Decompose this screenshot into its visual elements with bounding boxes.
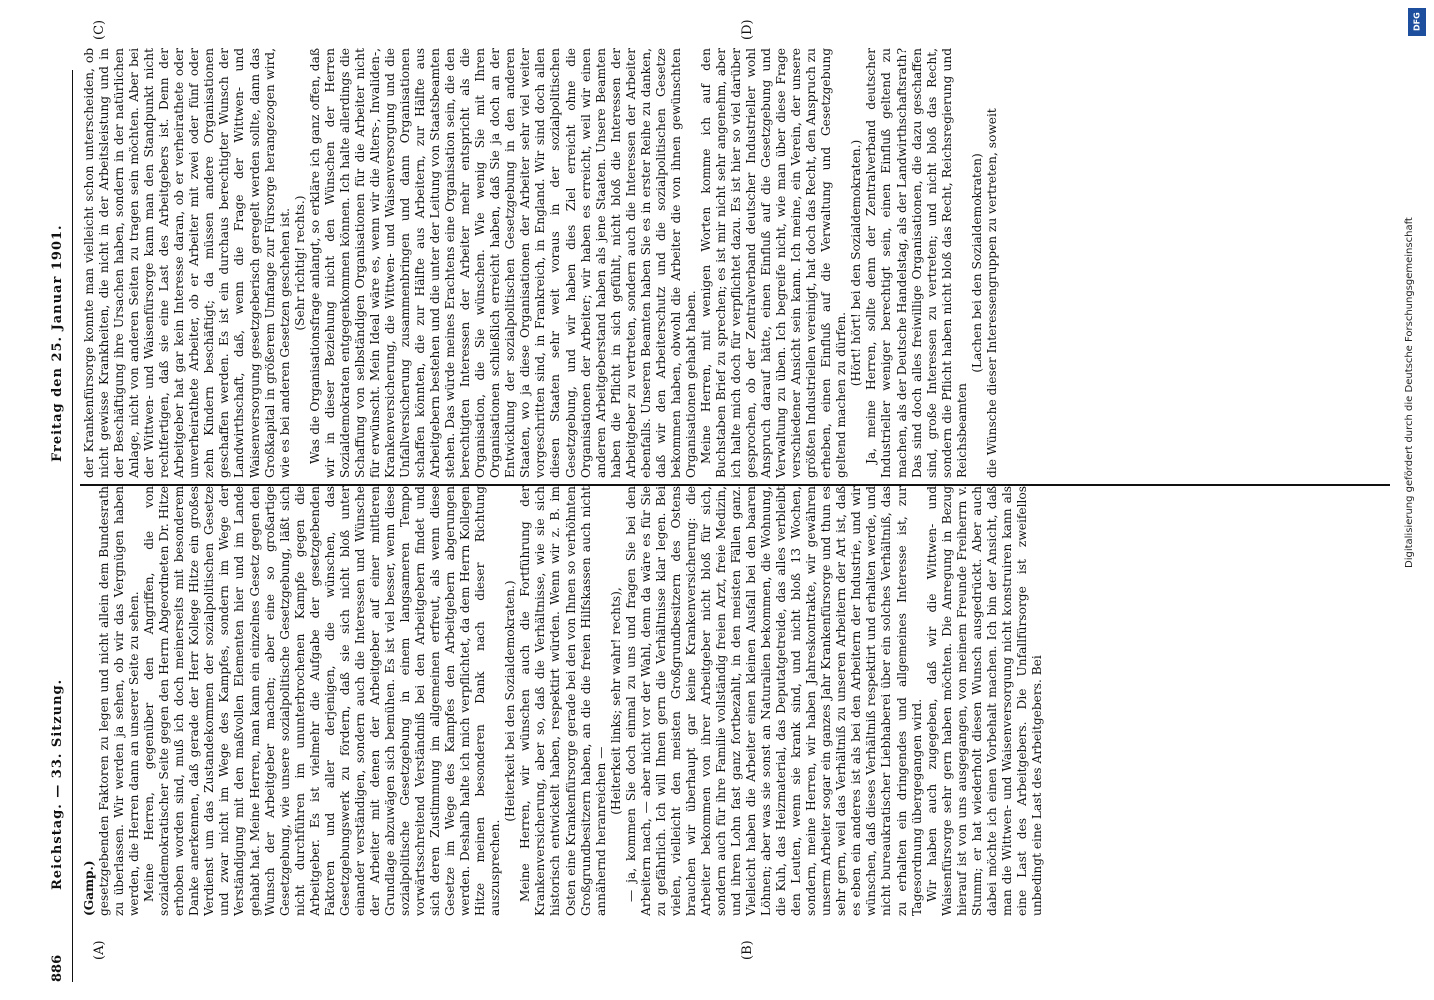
paragraph: Meine Herren, gegenüber den Angriffen, die von sozialdemokratischer Seite gegen den Herrn Abgeordneten Dr. Hitze erhoben worden sind, muß ich doch meinerseits mit besonderem Danke anerkennen, daß gerade der Herr Kollege Hitze ein großes Verdienst um das Zustandekommen der sozialpolitischen Gesetze und zwar nicht im Wege des Kampfes, sondern im Wege der Verständigung mit den maßvollen Elementen hier und im Lande gehabt hat. Meine Herren, man kann ein einzelnes Gesetz gegen den Wunsch der Arbeitgeber machen; aber eine so großartige Gesetzgebung, wie unsere sozialpolitische Gesetzgebung, läßt sich nicht durchführen im ununterbrochenen Kampfe gegen die Arbeitgeber. Es ist vielmehr die Aufgabe der gesetzgebenden Faktoren und aller derjenigen, die wünschen, das Gesetzgebungswerk zu fördern, daß sie sich nicht bloß unter einander verständigen, sondern auch die Interessen und Wünsche der Arbeiter mit denen der Arbeitgeber auf einer mittleren Grundlage abzuwägen sich bemühen. Es ist viel besser, wenn diese sozialpolitische Gesetzgebung in einem langsameren Tempo vorwärtsschreitend Verständniß bei den Arbeitgebern findet und sich deren Zustimmung im allgemeinen erfreut, als wenn diese Gesetze im Wege des Kampfes den Arbeitgebern abgerungen werden. Deshalb halte ich mich verpflichtet, da dem Herrn Kollegen Hitze meinen besonderen Dank nach dieser Richtung auszusprechen. xyxy=(142,486,503,916)
interjection: (Lachen bei den Sozialdemokraten) xyxy=(969,153,984,373)
paragraph: Meine Herren, wir wünschen auch die Fortführung der Krankenversicherung, aber so, daß die Verhältnisse, wie sie sich historisch entwickelt haben, respektirt würden. Wenn wir z. B. im Osten eine Krankenfürsorge gerade bei den von Ihnen so verhöhnten Großgrundbesitzern haben, an die die freien Hilfskassen auch nicht annähernd heranreichen — xyxy=(518,486,608,916)
page-number: 886 xyxy=(50,954,65,982)
paragraph: die Wünsche dieser Interessengruppen zu vertreten, soweit xyxy=(984,108,999,478)
interjection: (Sehr richtig! rechts.) xyxy=(292,195,307,331)
right-column xyxy=(82,48,1000,478)
paragraph: Was die Organisationsfrage anlangt, so erkläre ich ganz offen, daß wir in dieser Beziehung nicht den Wünschen der Herren Sozialdemokraten entgegenkommen können. Ich halte allerdings die Schaffung von selbständigen Organisationen für die Arbeiter nicht für erwünscht. Mein Ideal wäre es, wenn wir die Alters-, Invaliden-, Krankenversicherung, die Wittwen- und Waisenversorgung und die Unfallversicherung zusammenbringen und dann Organisationen schaffen könnten, die zur Hälfte aus Arbeitern, zur Hälfte aus Arbeitgebern bestehen und die unter der Leitung von Staatsbeamten stehen. Das würde meines Erachtens eine Organisation sein, die den berechtigten Interessen der Arbeiter mehr entspricht als die Organisation, die Sie wünschen. Wie wenig Sie mit Ihren Organisationen schließlich erreicht haben, daß Sie ja doch an der Entwicklung der sozialpolitischen Gesetzgebung in den anderen Staaten, wo ja diese Organisationen der Arbeiter sehr viel weiter vorgeschritten sind, in Frankreich, in England. Wir sind doch allen diesen Staaten sehr weit voraus in der sozialpolitischen Gesetzgebung, und wir haben dies Ziel erreicht ohne die Organisationen der Arbeiter; wir haben es erreicht, weil wir einen anderen Arbeitgeberstand haben als jene Staaten. Unsere Beamten haben die Pflicht in sich gefühlt, nicht bloß die Interessen der Arbeitgeber zu vertreten, sondern auch die Interessen der Arbeiter ebenfalls. Unseren Beamten haben Sie es in erster Reihe zu danken, daß wir den Arbeiterschutz und die sozialpolitischen Gesetze bekommen haben, obwohl die Arbeiter die von ihnen gewünschten Organisationen gehabt haben. xyxy=(307,48,698,478)
interjection: (Hört! hört! bei den Sozialdemokraten.) xyxy=(849,139,864,387)
page-header xyxy=(50,70,72,982)
attribution-text: Digitalisierung gefördert durch die Deutsche Forschungsgemeinschaft xyxy=(1404,217,1415,568)
interjection: (Heiterkeit links; sehr wahr! rechts), xyxy=(608,587,623,815)
session-date: Freitag den 25. Januar 1901. xyxy=(50,224,65,462)
dfg-logo: DFG xyxy=(1408,8,1426,36)
paragraph: Meine Herren, mit wenigen Worten komme ich auf den Buchstaben Brief zu sprechen; es ist mir nicht sehr angenehm, aber ich halte mich doch für verpflichtet dazu. Es ist hier so viel darüber gesprochen, ob der Zentralverband deutscher Industrieller wohl Anspruch darauf hätte, einen Einfluß auf die Gesetzgebung und Verwaltung zu üben. Ich begreife nicht, wie man über diese Frage verschiedener Ansicht sein kann. Ich meine, ein Verein, der unsere größten Industriellen vereinigt, hat doch das Recht, den Anspruch zu erheben, einen Einfluß auf die Verwaltung und Gesetzgebung geltend machen zu dürfen. xyxy=(698,48,849,478)
margin-attribution xyxy=(1404,8,1430,568)
interjection: (Heiterkeit bei den Sozialdemokraten.) xyxy=(503,580,518,822)
paragraph: — ja, kommen Sie doch einmal zu uns und fragen Sie bei den Arbeitern nach, — aber nicht vor der Wahl, denn da wäre es für Sie zu gefährlich. Ich will Ihnen gern die Verhältnisse klar legen. Bei vielen, vielleicht den meisten Großgrundbesitzern des Ostens brauchen wir überhaupt gar keine Krankenversicherung: die Arbeiter bekommen von ihrer Arbeitgeber nicht bloß für sich, sondern auch für ihre Familie vollständig freien Arzt, freie Medizin, und ihren Lohn fast ganz fortbezahlt, in den meisten Fällen ganz. Vielleicht haben die Arbeiter einen kleinen Ausfall bei den baaren Löhnen; aber was sie sonst an Naturalien bekommen, die Wohnung, die Kuh, das Heizmaterial, das Deputatgetreide, das alles verbleibt den Leuten, wenn sie krank sind, und nicht bloß 13 Wochen, sondern, meine Herren, wir haben Jahreskontrakte, wir gewähren unserm Arbeiter sogar ein ganzes Jahr Krankenfürsorge und thun es sehr gern, weil das Verhältniß zu unseren Arbeitern der Art ist, daß es eben ein anderes ist als bei den Arbeitern der Industrie, und wir wünschen, daß dieses Verhältniß respektirt und erhalten werde, und nicht bureaukratischer Liebhaberei über ein solches Verhältniß, das zu erhalten ein dringendes und allgemeines Interesse ist, zur Tagesordnung übergegangen wird. xyxy=(623,486,924,916)
header-rule xyxy=(72,70,73,982)
margin-marker-c: (C) xyxy=(92,19,107,40)
margin-marker-a: (A) xyxy=(92,940,107,960)
paragraph: Ja, meine Herren, sollte denn der Zentralverband deutscher Industrieller weniger berechtigt sein, einen Einfluß geltend zu machen, als der Deutsche Handelstag, als der Landwirthschaftsrath? Das sind doch alles freiwillige Organisationen, die dazu geschaffen sind, große Interessen zu vertreten; und nicht bloß das Recht, sondern die Pflicht haben nicht bloß das Recht, Reichsregierung und Reichsbeamten xyxy=(864,48,969,478)
column-divider xyxy=(80,484,1390,486)
paragraph: Wir haben auch zugegeben, daß wir die Wittwen- und Waisenfürsorge sehr gern haben möchten. Die Anregung in Bezug hierauf ist von uns ausgegangen, von meinem Freunde Freiherrn v. Stumm; er hat wiederholt diesen Wunsch ausgedrückt. Aber auch dabei möchte ich einen Vorbehalt machen. Ich bin der Ansicht, daß man die Wittwen- und Waisenversorgung nicht konstruiren kann als eine Last des Arbeitgebers. Die Unfallfürsorge ist zweifellos unbedingt eine Last des Arbeitgebers. Bei xyxy=(924,486,1044,916)
speaker-label: (Gamp.) xyxy=(82,860,96,916)
session-title: Reichstag. — 33. Sitzung. xyxy=(50,678,65,890)
paragraph: gesetzgebenden Faktoren zu legen und nicht allein dem Bundesrath zu überlassen. Wir werden ja sehen, ob wir das Vergnügen haben werden, die Herren dann an unserer Seite zu sehen. xyxy=(97,486,142,916)
margin-marker-d: (D) xyxy=(740,19,755,40)
left-column xyxy=(82,486,1045,916)
paragraph: der Krankenfürsorge konnte man vielleicht schon unterscheiden, ob nicht gewisse Krankheiten, die nicht in der Arbeitsleistung und in der Beschäftigung ihre Ursachen haben, sondern in der natürlichen Anlage, nicht von anderen Seiten zu tragen sein möchten. Aber bei der Wittwen- und Waisenfürsorge kann man den Standpunkt nicht rechtfertigen, daß sie eine Last des Arbeitgebers ist. Denn der Arbeitgeber hat gar kein Interesse daran, ob er verheirathete oder unverheirathete Arbeiter, ob er Arbeiter mit zwei oder fünf oder zehn Kindern beschäftigt; da müssen andere Organisationen geschaffen werden. Es ist ein durchaus berechtigter Wunsch der Landwirthschaft, daß, wenn die Frage der Wittwen- und Waisenversorgung gesetzgeberisch geregelt werden sollte, dann das Großkapital in größerem Umfange zur Fürsorge herangezogen wird, wie es bei anderen Gesetzen geschehen ist. xyxy=(82,48,292,478)
margin-marker-b: (B) xyxy=(740,940,755,960)
